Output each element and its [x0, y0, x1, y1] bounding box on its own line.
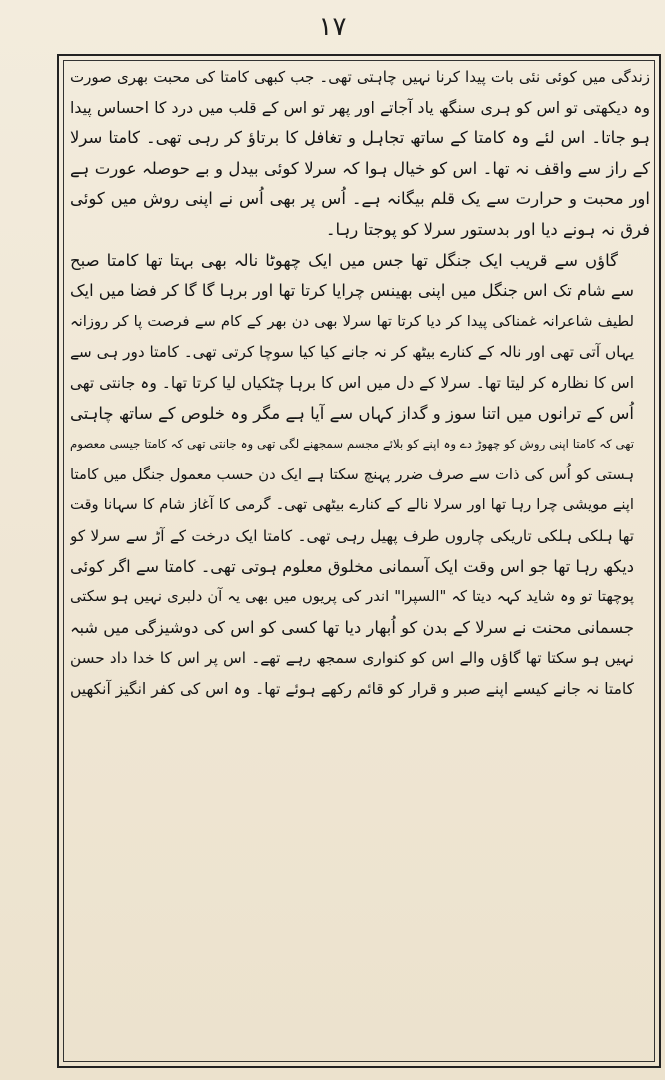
text-line: جسمانی محنت نے سرلا کے بدن کو اُبھار دیا تھا کسی کو اس کی دوشیزگی میں شبہ [70, 617, 634, 637]
text-line: دیکھ رہا تھا جو اس وقت ایک آسمانی مخلوق معلوم ہوتی تھی۔ کامتا سے اگر کوئی [70, 556, 634, 576]
text-line: لطیف شاعرانہ غمناکی پیدا کر دیا کرتا تھا سرلا بھی دن بھر کے کام سے فرصت پا کر روزانہ [70, 312, 634, 330]
text-line: اُس کے ترانوں میں اتنا سوز و گداز کہاں سے آیا ہے مگر وہ خلوص کے ساتھ چاہتی [70, 403, 634, 423]
text-line: تھی کہ کامتا اپنی روش کو چھوڑ دے وہ اپنے کو بلائے مجسم سمجھنے لگی تھی وہ جانتی تھی کہ کامتا جیسی معصوم [70, 437, 634, 452]
page-number: ۱۷ [318, 12, 347, 42]
text-line: یہاں آتی تھی اور نالہ کے کنارے بیٹھ کر نہ جانے کیا کیا سوچا کرتی تھی۔ کامتا دور ہی سے [70, 343, 634, 362]
text-line: اپنے مویشی چرا رہا تھا اور سرلا نالے کے کنارے بیٹھی تھی۔ گرمی کا آغاز شام کا سہانا وقت [70, 496, 634, 514]
text-line: کامتا نہ جانے کیسے اپنے صبر و قرار کو قائم رکھے ہوئے تھا۔ وہ اس کی کفر انگیز آنکھیں [70, 679, 634, 698]
text-line: اور محبت و حرارت سے یک قلم بیگانہ ہے۔ اُس پر بھی اُس نے اپنی روش میں کوئی [70, 189, 650, 209]
text-line: زندگی میں کوئی نئی بات پیدا کرنا نہیں چاہتی تھی۔ جب کبھی کامتا کی محبت بھری صورت [70, 68, 650, 86]
text-line: وہ دیکھتی تو اس کو ہری سنگھ یاد آجاتے اور پھر تو اس کے قلب میں درد کا احساس پیدا [70, 97, 650, 117]
text-line: تھا ہلکی ہلکی تاریکی چاروں طرف پھیل رہی تھی۔ کامتا ایک درخت کے آڑ سے سرلا کو [70, 526, 634, 545]
text-line: پوچھتا تو وہ شاید کہہ دیتا کہ "السپرا" اندر کی پریوں میں بھی یہ آن دلبری نہیں ہو سکتی [70, 588, 634, 606]
text-line: نہیں ہو سکتا تھا گاؤں والے اس کو کنواری سمجھ رہے تھے۔ اس پر اس کا خدا داد حسن [70, 649, 634, 668]
paragraph-1 [70, 62, 650, 246]
text-line: گاؤں سے قریب ایک جنگل تھا جس میں ایک چھوٹا نالہ بھی بہتا تھا کامتا صبح [70, 250, 618, 270]
text-line: سے شام تک اس جنگل میں اپنی بھینس چرایا کرتا تھا اور برہا گا گا کر فضا میں ایک [70, 281, 634, 301]
text-line: ہو جاتا۔ اس لئے وہ کامتا کے ساتھ تجاہل و تغافل کا برتاؤ کر رہی تھی۔ کامتا سرلا [70, 128, 650, 148]
paragraph-2 [70, 246, 650, 705]
text-line: ہستی کو اُس کی ذات سے صرف ضرر پہنچ سکتا ہے ایک دن حسب معمول جنگل میں کامتا [70, 465, 634, 483]
text-line: اس کا نظارہ کر لیتا تھا۔ سرلا کے دل میں اس کا برہا چٹکیاں لیا کرتا تھا۔ وہ جانتی تھی [70, 373, 634, 392]
text-line: فرق نہ ہونے دیا اور بدستور سرلا کو پوجتا رہا۔ [325, 219, 650, 239]
body-text [70, 62, 650, 1057]
text-line: کے راز سے واقف نہ تھا۔ اس کو خیال ہوا کہ سرلا کوئی بیدل و بے حوصلہ عورت ہے [70, 158, 650, 178]
